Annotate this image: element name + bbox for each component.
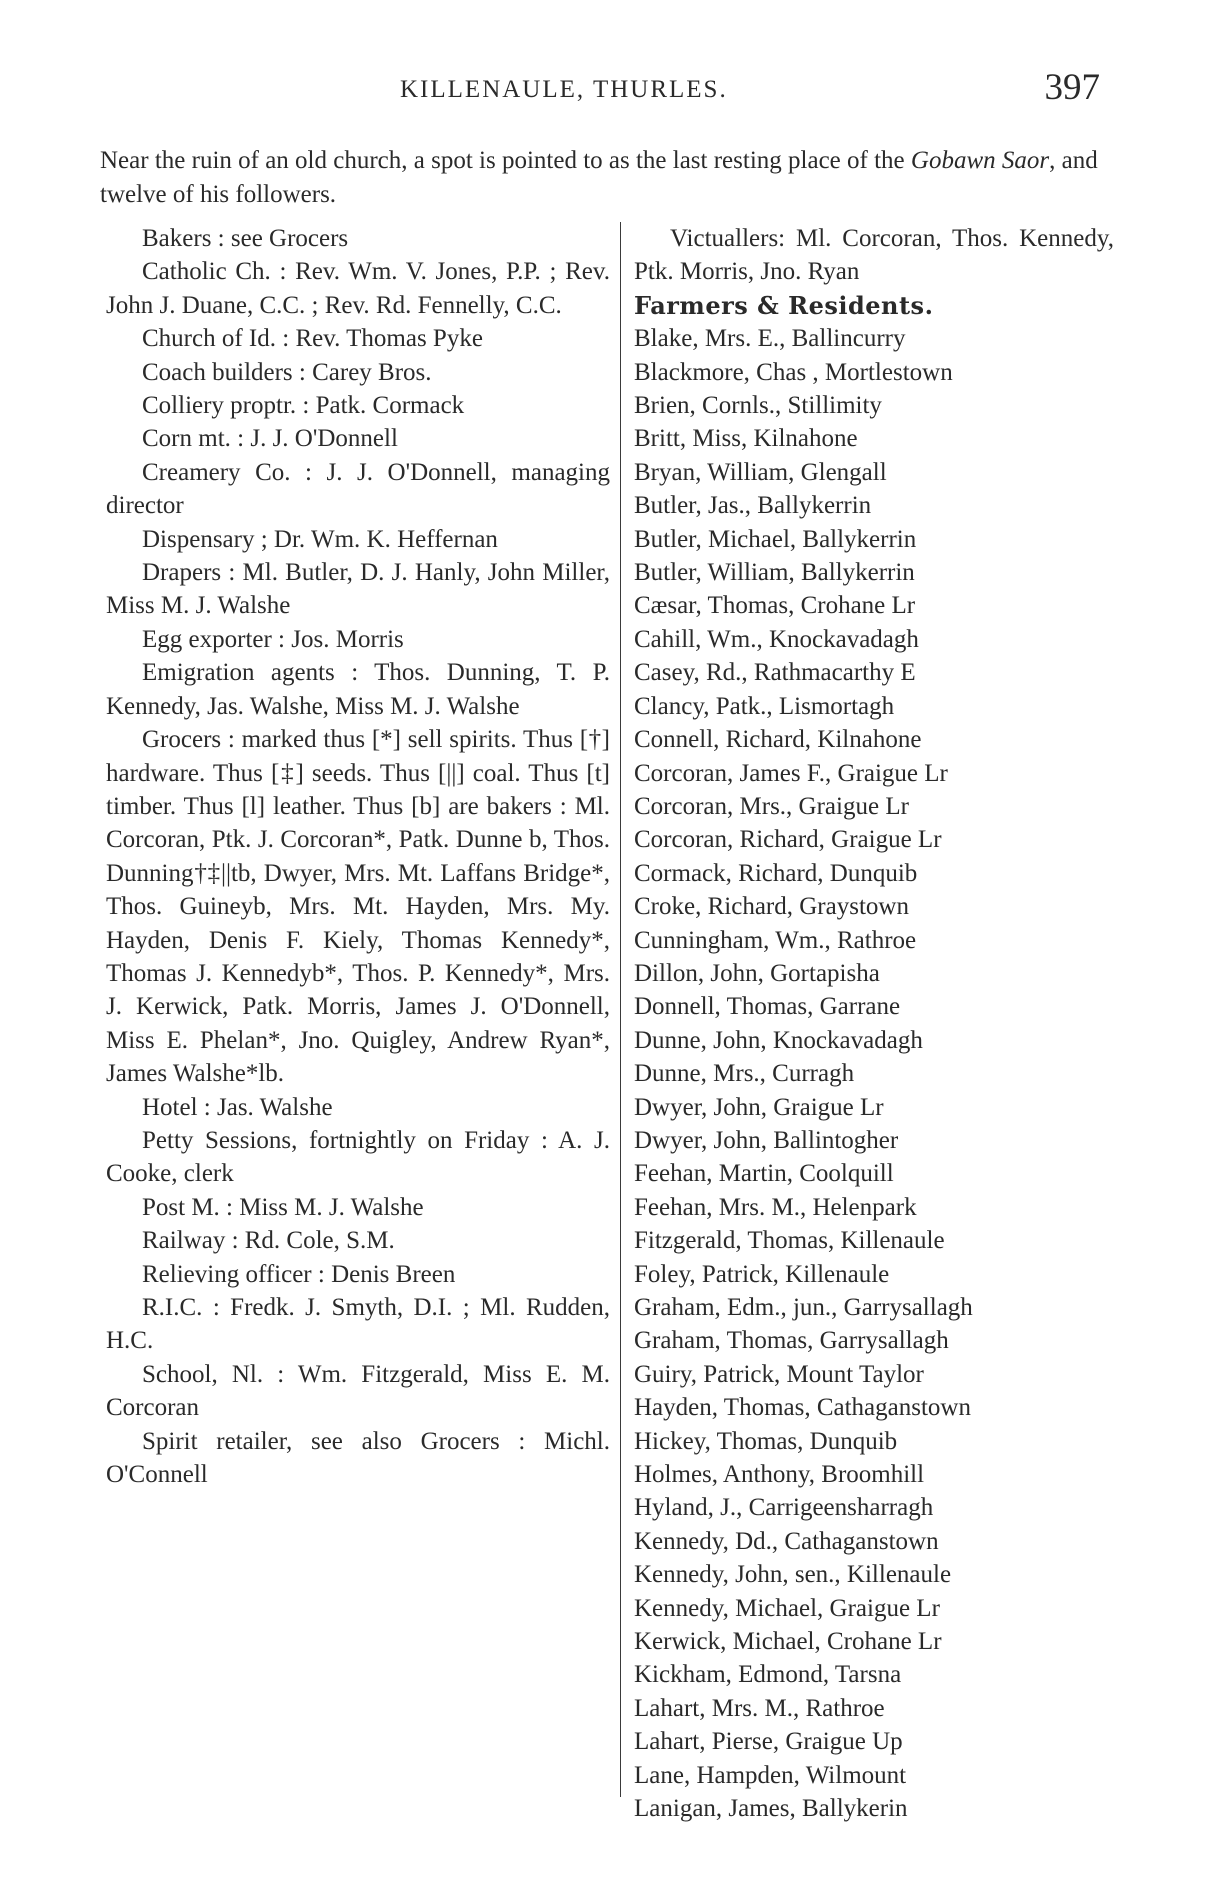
intro-paragraph (100, 144, 1100, 212)
resident-entry: Kennedy, John, sen., Killenaule (634, 1561, 952, 1589)
directory-entry: Colliery proptr. : Patk. Cormack (142, 392, 465, 420)
resident-entry: Donnell, Thomas, Garrane (634, 993, 901, 1021)
resident-entry: Dillon, John, Gortapisha (634, 959, 880, 987)
directory-entry: Petty Sessions, fortnightly on Friday : A. J. Cooke, clerk (106, 1126, 610, 1188)
resident-entry: Dwyer, John, Ballintogher (634, 1126, 899, 1154)
directory-entry: Emigration agents : Thos. Dunning, T. P. Kennedy, Jas. Walshe, Miss M. J. Walshe (106, 659, 610, 720)
resident-entry: Blake, Mrs. E., Ballincurry (634, 325, 906, 353)
resident-entry: Fitzgerald, Thomas, Killenaule (634, 1227, 945, 1255)
resident-entry: Casey, Rd., Rathmacarthy E (634, 659, 916, 687)
directory-entry: Railway : Rd. Cole, S.M. (142, 1227, 395, 1255)
directory-entry: Corn mt. : J. J. O'Donnell (142, 425, 398, 453)
resident-entry: Dwyer, John, Graigue Lr (634, 1093, 884, 1121)
directory-entry: Coach builders : Carey Bros. (142, 358, 432, 386)
resident-entry: Lanigan, James, Ballykerin (634, 1795, 908, 1823)
directory-entry: Drapers : Ml. Butler, D. J. Hanly, John Miller, Miss M. J. Walshe (106, 559, 610, 620)
resident-entry: Connell, Richard, Kilnahone (634, 726, 922, 754)
right-column (634, 222, 1114, 1826)
resident-entry: Feehan, Martin, Coolquill (634, 1160, 894, 1188)
running-title: KILLENAULE, THURLES. (400, 76, 728, 103)
section-heading: Farmers & Residents. (634, 290, 934, 320)
intro-text-before: Near the ruin of an old church, a spot is pointed to as the last resting place of the (100, 147, 911, 174)
directory-entry: Post M. : Miss M. J. Walshe (142, 1193, 424, 1221)
resident-entry: Kennedy, Michael, Graigue Lr (634, 1594, 940, 1622)
resident-entry: Graham, Thomas, Garrysallagh (634, 1327, 949, 1355)
resident-entry: Graham, Edm., jun., Garrysallagh (634, 1294, 973, 1321)
intro-text-after: , and twelve of his followers. (100, 147, 1098, 208)
resident-entry: Lane, Hampden, Wilmount (634, 1761, 907, 1789)
resident-entry: Kennedy, Dd., Cathaganstown (634, 1527, 939, 1555)
resident-entry: Foley, Patrick, Killenaule (634, 1260, 890, 1288)
resident-entry: Corcoran, Mrs., Graigue Lr (634, 792, 909, 820)
resident-entry: Bryan, William, Glengall (634, 458, 887, 486)
directory-entry: R.I.C. : Fredk. J. Smyth, D.I. ; Ml. Rudden, H.C. (106, 1294, 610, 1355)
residents-list (634, 322, 1114, 1825)
directory-entry: Catholic Ch. : Rev. Wm. V. Jones, P.P. ; Rev. John J. Duane, C.C. ; Rev. Rd. Fennelly, C.C. (106, 258, 610, 319)
resident-entry: Hyland, J., Carrigeensharragh (634, 1494, 934, 1522)
resident-entry: Feehan, Mrs. M., Helenpark (634, 1193, 917, 1221)
directory-entry: Creamery Co. : J. J. O'Donnell, managing director (106, 458, 610, 520)
column-divider (620, 222, 621, 1797)
resident-entry: Butler, William, Ballykerrin (634, 559, 915, 587)
directory-entry: Relieving officer : Denis Breen (142, 1260, 456, 1288)
resident-entry: Butler, Jas., Ballykerrin (634, 492, 872, 520)
resident-entry: Cahill, Wm., Knockavadagh (634, 625, 919, 653)
resident-entry: Brien, Cornls., Stillimity (634, 392, 882, 420)
directory-entry: Grocers : marked thus [*] sell spirits. Thus [†] hardware. Thus [‡] seeds. Thus [||] coal. Thus [t] timber. Thus [l] leather. Thus [b] are bakers : Ml. Corcoran, Ptk. J. Corcoran*, Patk. Dunne b, Thos. Dunning†‡||tb, Dwyer, Mrs. Mt. Laffans Bridge*, Thos. Guineyb, Mrs. Mt. Hayden, Mrs. My. Hayden, Denis F. Kiely, Thomas Kennedy*, Thomas J. Kennedyb*, Thos. P. Kennedy*, Mrs. J. Kerwick, Patk. Morris, James J. O'Donnell, Miss E. Phelan*, Jno. Quigley, Andrew Ryan*, James Walshe*lb. (106, 726, 610, 1088)
resident-entry: Corcoran, Richard, Graigue Lr (634, 826, 942, 854)
resident-entry: Dunne, John, Knockavadagh (634, 1026, 923, 1054)
resident-entry: Dunne, Mrs., Curragh (634, 1060, 855, 1088)
intro-emphasis: Gobawn Saor (910, 147, 1050, 174)
resident-entry: Croke, Richard, Graystown (634, 893, 909, 921)
left-column (106, 222, 610, 1491)
victuallers-entry: Victuallers: Ml. Corcoran, Thos. Kennedy, Ptk. Morris, Jno. Ryan (634, 225, 1114, 286)
resident-entry: Hickey, Thomas, Dunquib (634, 1427, 898, 1455)
resident-entry: Lahart, Pierse, Graigue Up (634, 1728, 903, 1756)
resident-entry: Butler, Michael, Ballykerrin (634, 525, 917, 553)
resident-entry: Guiry, Patrick, Mount Taylor (634, 1360, 924, 1388)
resident-entry: Corcoran, James F., Graigue Lr (634, 759, 948, 787)
resident-entry: Clancy, Patk., Lismortagh (634, 692, 895, 720)
resident-entry: Hayden, Thomas, Cathaganstown (634, 1394, 971, 1422)
directory-entry: Bakers : see Grocers (142, 225, 349, 252)
resident-entry: Kerwick, Michael, Crohane Lr (634, 1628, 942, 1656)
page-number: 397 (1044, 67, 1100, 108)
directory-entry: Dispensary ; Dr. Wm. K. Heffernan (142, 525, 498, 553)
resident-entry: Cormack, Richard, Dunquib (634, 859, 918, 887)
directory-entry: School, Nl. : Wm. Fitzgerald, Miss E. M. Corcoran (106, 1360, 610, 1422)
resident-entry: Cæsar, Thomas, Crohane Lr (634, 592, 916, 620)
directory-entry: Hotel : Jas. Walshe (142, 1093, 333, 1121)
resident-entry: Lahart, Mrs. M., Rathroe (634, 1694, 885, 1722)
directory-entry: Spirit retailer, see also Grocers : Michl. O'Connell (106, 1427, 610, 1489)
resident-entry: Britt, Miss, Kilnahone (634, 425, 858, 453)
directory-entry: Egg exporter : Jos. Morris (142, 625, 404, 653)
page-header (100, 67, 1100, 112)
resident-entry: Kickham, Edmond, Tarsna (634, 1661, 902, 1689)
resident-entry: Cunningham, Wm., Rathroe (634, 926, 917, 954)
resident-entry: Holmes, Anthony, Broomhill (634, 1461, 925, 1489)
directory-entry: Church of Id. : Rev. Thomas Pyke (142, 325, 483, 353)
resident-entry: Blackmore, Chas , Mortlestown (634, 358, 953, 386)
